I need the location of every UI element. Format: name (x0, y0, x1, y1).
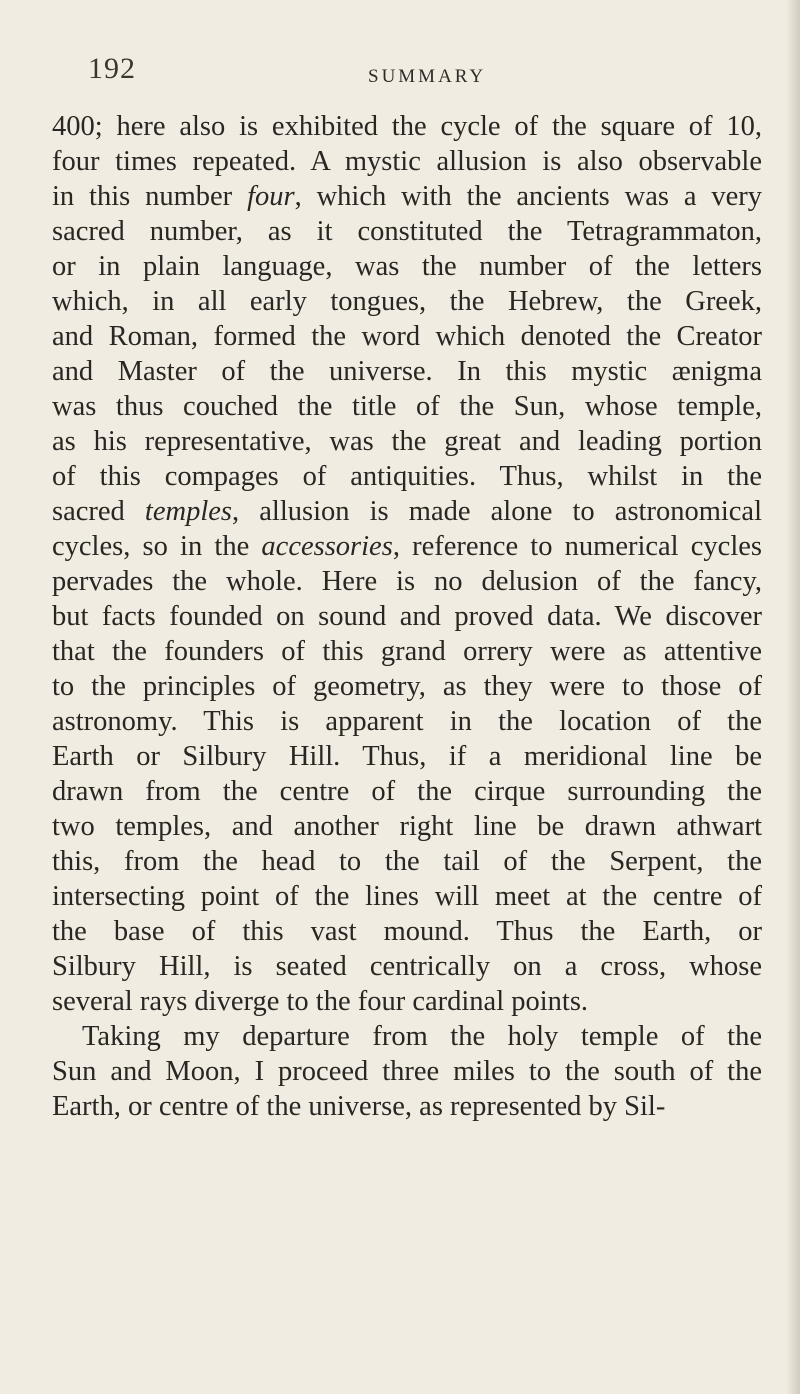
text-segment: cycles, so in the (52, 531, 262, 562)
text-segment: pervades the whole. Here is no delusion of the fancy, (52, 566, 762, 597)
text-line (52, 144, 762, 179)
text-line (52, 179, 762, 214)
text-line (52, 214, 762, 249)
running-head: SUMMARY (368, 66, 487, 87)
text-line (52, 984, 762, 1019)
text-line (52, 809, 762, 844)
text-segment: to the principles of geometry, as they were to those of (52, 671, 762, 702)
text-segment: several rays diverge to the four cardinal points. (52, 986, 589, 1017)
text-line (52, 319, 762, 354)
text-line (52, 389, 762, 424)
text-line (52, 1054, 762, 1089)
text-segment: but facts founded on sound and proved data. We discover (52, 601, 762, 632)
text-line (52, 109, 762, 144)
text-segment: and Roman, formed the word which denoted the Creator (52, 321, 762, 352)
text-line (52, 704, 762, 739)
text-segment: Silbury Hill, is seated centrically on a cross, whose (52, 951, 762, 982)
text-line (52, 564, 762, 599)
text-segment: four times repeated. A mystic allusion is also observable (52, 146, 762, 177)
text-line (52, 424, 762, 459)
text-segment: in this number (52, 181, 248, 212)
text-segment: Taking my departure from the holy temple of the (82, 1021, 762, 1052)
page-edge-shadow (786, 0, 800, 1394)
text-segment: astronomy. This is apparent in the location of the (52, 706, 762, 737)
text-segment: 400; here also is exhibited the cycle of the square of 10, (52, 111, 762, 142)
text-line (52, 739, 762, 774)
text-line (52, 529, 762, 564)
text-segment: sacred number, as it constituted the Tetragrammaton, (52, 216, 762, 247)
text-segment: which, in all early tongues, the Hebrew, the Greek, (52, 286, 762, 317)
text-line (52, 599, 762, 634)
text-line (52, 844, 762, 879)
text-segment: Sun and Moon, I proceed three miles to the south of the (52, 1056, 762, 1087)
italic-word: temples (144, 496, 232, 527)
page-number: 192 (88, 52, 136, 85)
text-segment: drawn from the centre of the cirque surrounding the (52, 776, 762, 807)
text-segment: that the founders of this grand orrery were as attentive (52, 636, 762, 667)
text-segment: was thus couched the title of the Sun, whose temple, (52, 391, 762, 422)
text-line (52, 494, 762, 529)
text-segment: Earth, or centre of the universe, as represented by Sil- (52, 1091, 666, 1122)
text-line (52, 634, 762, 669)
text-segment: Earth or Silbury Hill. Thus, if a meridional line be (52, 741, 762, 772)
italic-word: four (247, 181, 295, 212)
page-header (88, 52, 788, 92)
text-segment: this, from the head to the tail of the Serpent, the (52, 846, 762, 877)
text-segment: , which with the ancients was a very (294, 181, 763, 212)
text-line (52, 459, 762, 494)
body-text (52, 109, 762, 1124)
text-line (52, 949, 762, 984)
text-line (52, 774, 762, 809)
text-line (52, 669, 762, 704)
text-segment: , allusion is made alone to astronomical (231, 496, 763, 527)
text-segment: the base of this vast mound. Thus the Earth, or (52, 916, 762, 947)
text-segment: as his representative, was the great and leading portion (52, 426, 762, 457)
text-segment: sacred (52, 496, 145, 527)
text-line (52, 1019, 762, 1054)
text-segment: and Master of the universe. In this mystic ænigma (52, 356, 762, 387)
text-segment: two temples, and another right line be drawn athwart (52, 811, 762, 842)
text-line (52, 914, 762, 949)
text-segment: , reference to numerical cycles (392, 531, 762, 562)
text-line (52, 1089, 762, 1124)
text-line (52, 249, 762, 284)
italic-word: accessories (261, 531, 393, 562)
text-segment: of this compages of antiquities. Thus, whilst in the (52, 461, 762, 492)
text-segment: intersecting point of the lines will meet at the centre of (52, 881, 762, 912)
text-segment: or in plain language, was the number of the letters (52, 251, 762, 282)
text-line (52, 354, 762, 389)
text-line (52, 284, 762, 319)
text-line (52, 879, 762, 914)
